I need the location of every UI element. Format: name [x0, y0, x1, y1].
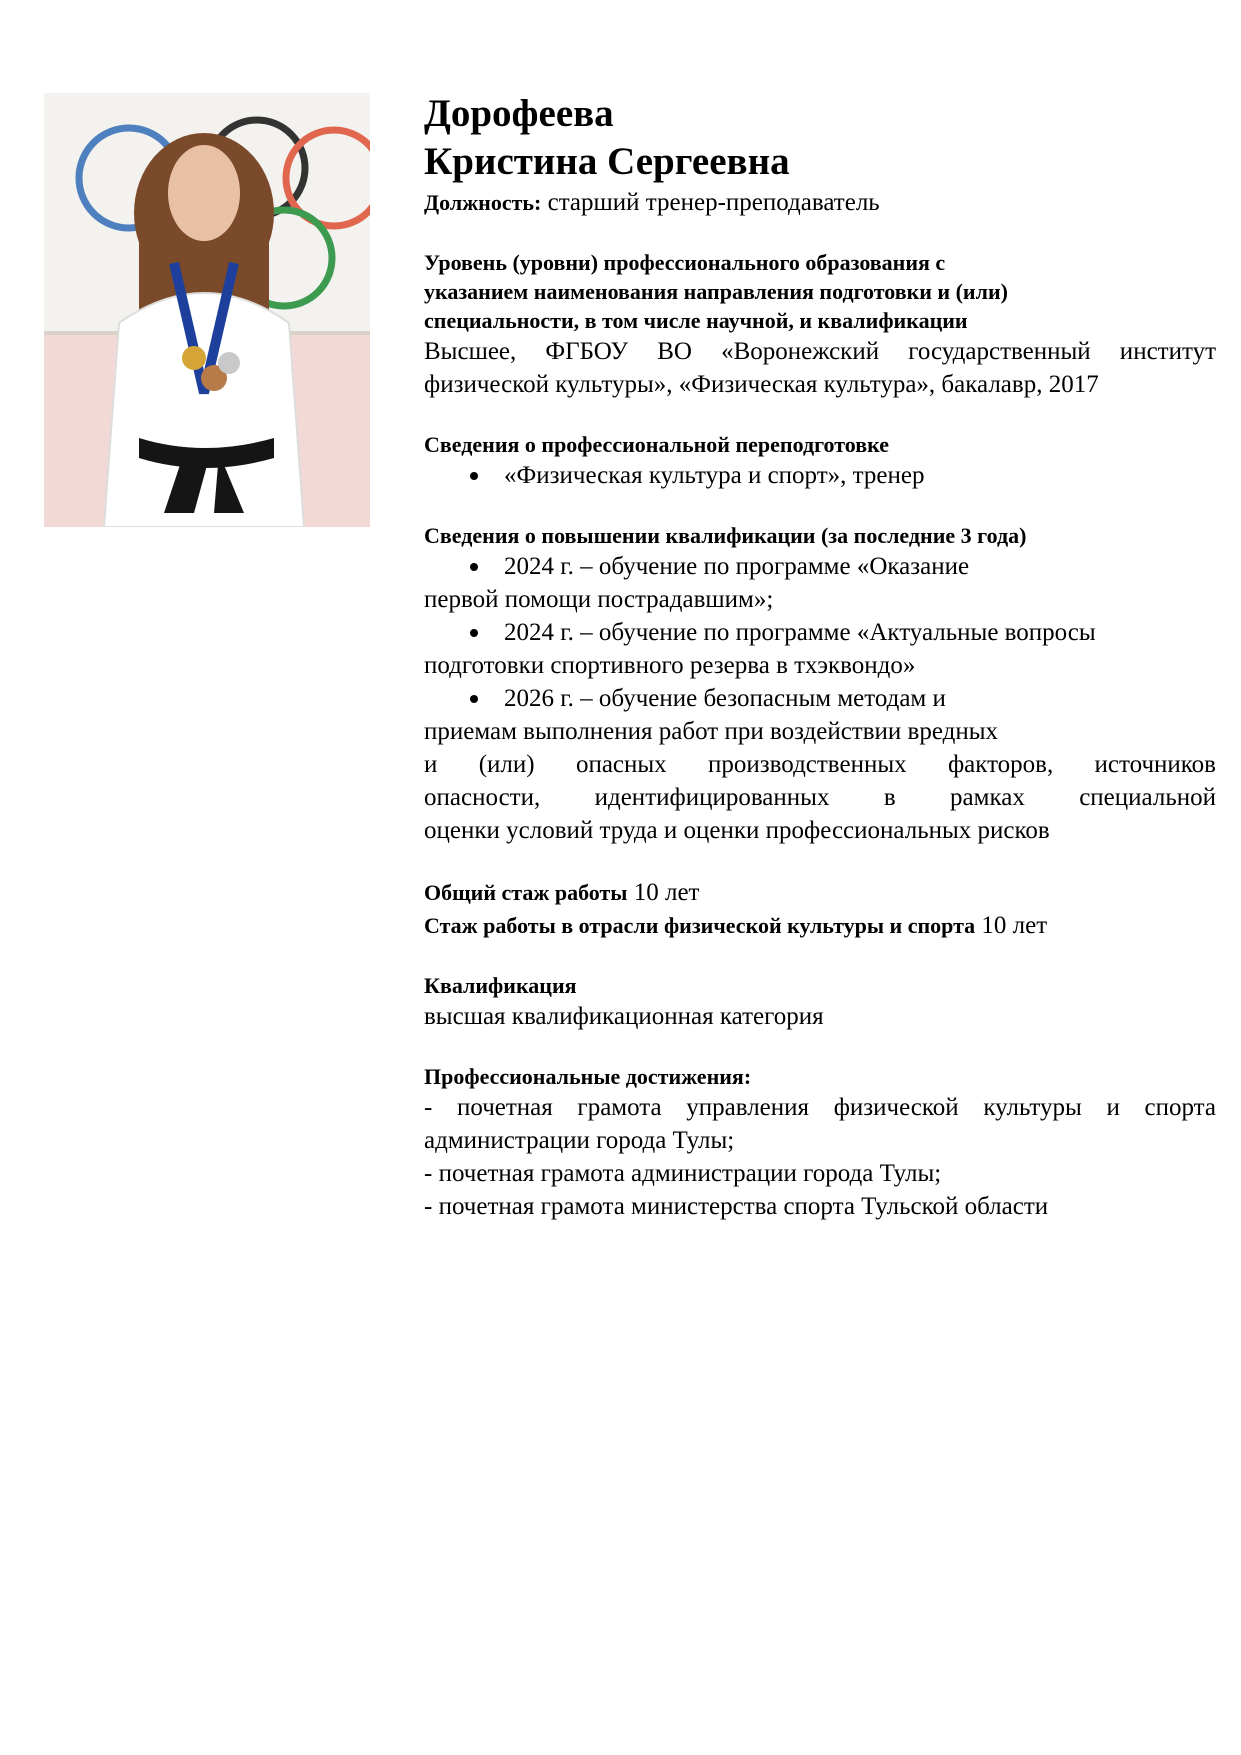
- bullet-icon: [470, 695, 478, 703]
- qualification-value: высшая квалификационная категория: [424, 1003, 824, 1030]
- upgrade-item-text: 2024 г. – обучение по программе «Актуальные вопросы: [504, 619, 1096, 646]
- industry-experience-value: 10 лет: [981, 912, 1048, 939]
- coach-photo: [44, 93, 370, 527]
- surname: Дорофеева: [424, 92, 614, 135]
- position-label: Должность:: [424, 190, 542, 215]
- total-experience-label: Общий стаж работы: [424, 880, 628, 905]
- education-heading-line: Уровень (уровни) профессионального образования с: [424, 250, 946, 275]
- upgrade-item-continuation: первой помощи пострадавшим»;: [424, 586, 774, 613]
- upgrade-item-continuation: оценки условий труда и оценки профессиональных рисков: [424, 817, 1050, 844]
- bullet-icon: [470, 629, 478, 637]
- upgrade-item-continuation: и (или) опасных производственных факторов, источников: [424, 751, 1216, 778]
- industry-experience-label: Стаж работы в отрасли физической культуры и спорта: [424, 913, 976, 938]
- upgrade-item-continuation: приемам выполнения работ при воздействии вредных: [424, 718, 998, 745]
- achievement-line: - почетная грамота управления физической культуры и спорта: [424, 1094, 1216, 1121]
- total-experience-value: 10 лет: [633, 879, 700, 906]
- upgrade-item: [424, 616, 1216, 649]
- upgrade-item-continuation: опасности, идентифицированных в рамках специальной: [424, 784, 1216, 811]
- bullet-icon: [470, 472, 478, 480]
- position-value: старший тренер-преподаватель: [547, 189, 880, 216]
- total-experience-row: [424, 876, 1216, 909]
- qualification-heading: Квалификация: [424, 973, 577, 998]
- given-names: Кристина Сергеевна: [424, 140, 790, 183]
- industry-experience-row: [424, 909, 1216, 942]
- upgrade-item-continuation: подготовки спортивного резерва в тхэквондо»: [424, 652, 916, 679]
- achievement-line: - почетная грамота администрации города Тулы;: [424, 1160, 942, 1187]
- position-row: [424, 186, 1216, 219]
- education-text: Высшее, ФГБОУ ВО «Воронежский государственный институт физической культуры», «Физическая культура», бакалавр, 2017: [424, 338, 1216, 398]
- qualification-upgrade-heading: Сведения о повышении квалификации (за последние 3 года): [424, 523, 1027, 548]
- education-heading-line: специальности, в том числе научной, и квалификации: [424, 308, 968, 333]
- upgrade-item-text: 2026 г. – обучение безопасным методам и: [504, 685, 946, 712]
- retraining-item-text: «Физическая культура и спорт», тренер: [504, 462, 925, 489]
- retraining-heading: Сведения о профессиональной переподготовке: [424, 432, 889, 457]
- achievement-line: - почетная грамота министерства спорта Тульской области: [424, 1193, 1049, 1220]
- retraining-item: [424, 459, 1216, 492]
- profile-content: [424, 90, 1216, 1223]
- achievements-heading: Профессиональные достижения:: [424, 1064, 752, 1089]
- bullet-icon: [470, 563, 478, 571]
- education-heading-line: указанием наименования направления подготовки и (или): [424, 279, 1008, 304]
- upgrade-item-text: 2024 г. – обучение по программе «Оказание: [504, 553, 970, 580]
- upgrade-item: [424, 682, 1216, 715]
- upgrade-item: [424, 550, 1216, 583]
- achievement-line: администрации города Тулы;: [424, 1127, 735, 1154]
